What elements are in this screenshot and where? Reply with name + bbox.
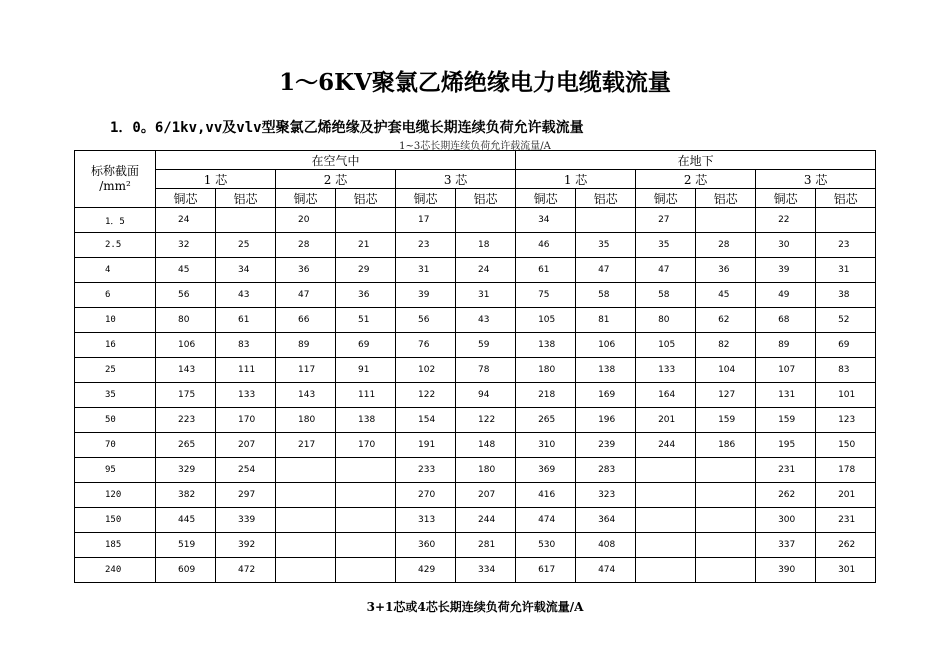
material-header: 铝芯	[216, 189, 276, 208]
ampacity-cell	[816, 208, 876, 233]
table-row	[75, 483, 876, 508]
ampacity-cell	[276, 508, 336, 533]
table-row	[75, 533, 876, 558]
core-header: 3 芯	[756, 170, 876, 189]
ampacity-cell: 143	[156, 358, 216, 383]
table-row	[75, 208, 876, 233]
ampacity-cell: 35	[636, 233, 696, 258]
ampacity-cell: 416	[516, 483, 576, 508]
cross-section-cell: 35	[75, 383, 156, 408]
ampacity-cell	[636, 558, 696, 583]
ampacity-cell: 169	[576, 383, 636, 408]
ampacity-cell: 47	[636, 258, 696, 283]
ampacity-cell: 66	[276, 308, 336, 333]
ampacity-cell: 122	[456, 408, 516, 433]
ampacity-cell: 159	[696, 408, 756, 433]
ampacity-cell: 17	[396, 208, 456, 233]
ampacity-cell: 25	[216, 233, 276, 258]
ampacity-cell: 24	[456, 258, 516, 283]
ampacity-cell: 281	[456, 533, 516, 558]
ampacity-cell: 265	[516, 408, 576, 433]
ampacity-cell: 27	[636, 208, 696, 233]
ampacity-cell: 22	[756, 208, 816, 233]
ampacity-cell: 61	[516, 258, 576, 283]
ampacity-cell: 56	[156, 283, 216, 308]
ampacity-cell: 39	[756, 258, 816, 283]
ampacity-cell: 180	[276, 408, 336, 433]
ampacity-cell: 59	[456, 333, 516, 358]
ampacity-cell: 360	[396, 533, 456, 558]
ampacity-cell	[336, 533, 396, 558]
core-header: 3 芯	[396, 170, 516, 189]
ampacity-cell: 262	[756, 483, 816, 508]
cross-section-cell: 25	[75, 358, 156, 383]
ampacity-cell: 56	[396, 308, 456, 333]
ampacity-cell: 148	[456, 433, 516, 458]
ampacity-cell	[576, 208, 636, 233]
ampacity-cell: 244	[456, 508, 516, 533]
ampacity-cell: 34	[516, 208, 576, 233]
cross-section-unit: /mm²	[99, 179, 131, 193]
ampacity-cell: 107	[756, 358, 816, 383]
cross-section-cell: 10	[75, 308, 156, 333]
ampacity-cell: 36	[696, 258, 756, 283]
ampacity-cell	[276, 558, 336, 583]
ampacity-cell: 62	[696, 308, 756, 333]
table-row	[75, 408, 876, 433]
ampacity-cell: 20	[276, 208, 336, 233]
ampacity-cell: 127	[696, 383, 756, 408]
ampacity-cell: 58	[636, 283, 696, 308]
ampacity-cell: 89	[276, 333, 336, 358]
ampacity-cell: 339	[216, 508, 276, 533]
ampacity-cell: 105	[516, 308, 576, 333]
table-row	[75, 358, 876, 383]
ampacity-cell	[696, 533, 756, 558]
ampacity-cell: 117	[276, 358, 336, 383]
table-row	[75, 508, 876, 533]
cross-section-cell: 70	[75, 433, 156, 458]
ampacity-cell	[696, 508, 756, 533]
ampacity-cell: 23	[816, 233, 876, 258]
table-row	[75, 308, 876, 333]
ampacity-cell: 364	[576, 508, 636, 533]
material-header: 铜芯	[756, 189, 816, 208]
ampacity-cell	[696, 558, 756, 583]
ampacity-cell: 231	[756, 458, 816, 483]
ampacity-cell: 58	[576, 283, 636, 308]
ampacity-cell: 244	[636, 433, 696, 458]
ampacity-cell: 180	[516, 358, 576, 383]
ampacity-cell: 76	[396, 333, 456, 358]
table-row	[75, 333, 876, 358]
ampacity-cell: 31	[396, 258, 456, 283]
material-header: 铜芯	[396, 189, 456, 208]
ampacity-cell: 429	[396, 558, 456, 583]
core-header: 2 芯	[276, 170, 396, 189]
ampacity-cell: 102	[396, 358, 456, 383]
table-row	[75, 558, 876, 583]
ampacity-cell: 82	[696, 333, 756, 358]
ampacity-cell: 133	[636, 358, 696, 383]
ampacity-cell: 138	[336, 408, 396, 433]
ampacity-cell: 122	[396, 383, 456, 408]
ampacity-cell: 323	[576, 483, 636, 508]
ampacity-cell: 207	[216, 433, 276, 458]
ampacity-cell: 94	[456, 383, 516, 408]
ampacity-cell: 201	[816, 483, 876, 508]
ampacity-cell: 31	[816, 258, 876, 283]
ampacity-cell: 29	[336, 258, 396, 283]
ampacity-cell	[696, 458, 756, 483]
ampacity-cell: 80	[636, 308, 696, 333]
ampacity-cell: 329	[156, 458, 216, 483]
table-row	[75, 233, 876, 258]
ampacity-cell: 170	[216, 408, 276, 433]
cross-section-header	[75, 151, 156, 208]
ampacity-cell: 111	[336, 383, 396, 408]
ampacity-cell: 201	[636, 408, 696, 433]
ampacity-cell	[276, 533, 336, 558]
material-header: 铜芯	[636, 189, 696, 208]
ampacity-cell: 31	[456, 283, 516, 308]
ampacity-cell: 474	[516, 508, 576, 533]
ampacity-cell: 265	[156, 433, 216, 458]
ampacity-cell: 283	[576, 458, 636, 483]
ampacity-cell	[216, 208, 276, 233]
ampacity-cell: 39	[396, 283, 456, 308]
ampacity-cell: 530	[516, 533, 576, 558]
ampacity-cell: 80	[156, 308, 216, 333]
ampacity-cell: 61	[216, 308, 276, 333]
ampacity-cell: 382	[156, 483, 216, 508]
ampacity-cell: 83	[216, 333, 276, 358]
ampacity-cell: 150	[816, 433, 876, 458]
ampacity-cell: 23	[396, 233, 456, 258]
ampacity-cell: 46	[516, 233, 576, 258]
ampacity-cell: 191	[396, 433, 456, 458]
cross-section-cell: 6	[75, 283, 156, 308]
ampacity-cell: 154	[396, 408, 456, 433]
ampacity-cell: 69	[816, 333, 876, 358]
ampacity-cell: 472	[216, 558, 276, 583]
table-row	[75, 433, 876, 458]
ampacity-cell: 91	[336, 358, 396, 383]
ampacity-cell: 52	[816, 308, 876, 333]
ampacity-cell	[636, 458, 696, 483]
core-header: 1 芯	[516, 170, 636, 189]
table-row	[75, 283, 876, 308]
ampacity-cell: 310	[516, 433, 576, 458]
ampacity-cell: 164	[636, 383, 696, 408]
cross-section-cell: 95	[75, 458, 156, 483]
ampacity-cell: 49	[756, 283, 816, 308]
cross-section-cell: 185	[75, 533, 156, 558]
material-header: 铝芯	[336, 189, 396, 208]
ampacity-cell: 297	[216, 483, 276, 508]
ampacity-cell: 217	[276, 433, 336, 458]
cross-section-cell: 16	[75, 333, 156, 358]
material-header: 铜芯	[276, 189, 336, 208]
ampacity-cell: 81	[576, 308, 636, 333]
ampacity-cell: 138	[576, 358, 636, 383]
table-caption: 1~3芯长期连续负荷允许载流量/A	[399, 141, 551, 152]
ampacity-cell: 445	[156, 508, 216, 533]
material-header: 铜芯	[516, 189, 576, 208]
material-header: 铜芯	[156, 189, 216, 208]
ampacity-cell: 392	[216, 533, 276, 558]
cross-section-label: 标称截面	[90, 164, 139, 178]
ampacity-cell: 254	[216, 458, 276, 483]
ampacity-cell: 133	[216, 383, 276, 408]
table-row	[75, 383, 876, 408]
ampacity-cell: 106	[576, 333, 636, 358]
table-row	[75, 458, 876, 483]
ampacity-cell: 334	[456, 558, 516, 583]
ampacity-cell: 28	[276, 233, 336, 258]
ampacity-cell: 34	[216, 258, 276, 283]
ampacity-cell	[276, 483, 336, 508]
ampacity-cell: 47	[276, 283, 336, 308]
ampacity-cell: 390	[756, 558, 816, 583]
ampacity-cell: 32	[156, 233, 216, 258]
table-row	[75, 258, 876, 283]
ampacity-cell: 78	[456, 358, 516, 383]
ampacity-cell: 408	[576, 533, 636, 558]
core-header: 2 芯	[636, 170, 756, 189]
ampacity-cell: 159	[756, 408, 816, 433]
ampacity-cell: 104	[696, 358, 756, 383]
ampacity-table	[74, 150, 876, 583]
ampacity-cell	[636, 508, 696, 533]
ampacity-cell: 195	[756, 433, 816, 458]
group-header-air: 在空气中	[156, 151, 516, 170]
page-title: 1～6KV聚氯乙烯绝缘电力电缆载流量	[279, 69, 671, 96]
ampacity-cell: 18	[456, 233, 516, 258]
ampacity-cell: 89	[756, 333, 816, 358]
cross-section-cell: 240	[75, 558, 156, 583]
next-section-title: 3+1芯或4芯长期连续负荷允许载流量/A	[366, 600, 584, 614]
ampacity-cell: 105	[636, 333, 696, 358]
ampacity-cell	[336, 458, 396, 483]
ampacity-cell: 180	[456, 458, 516, 483]
ampacity-cell: 36	[336, 283, 396, 308]
ampacity-cell: 111	[216, 358, 276, 383]
ampacity-cell: 218	[516, 383, 576, 408]
ampacity-cell: 175	[156, 383, 216, 408]
ampacity-cell	[336, 208, 396, 233]
ampacity-cell: 270	[396, 483, 456, 508]
ampacity-cell	[336, 483, 396, 508]
ampacity-cell: 143	[276, 383, 336, 408]
ampacity-cell	[696, 208, 756, 233]
ampacity-cell: 519	[156, 533, 216, 558]
ampacity-cell: 301	[816, 558, 876, 583]
cross-section-cell: 150	[75, 508, 156, 533]
ampacity-cell: 617	[516, 558, 576, 583]
ampacity-cell: 170	[336, 433, 396, 458]
ampacity-cell: 38	[816, 283, 876, 308]
ampacity-cell	[696, 483, 756, 508]
ampacity-cell	[636, 483, 696, 508]
material-header: 铝芯	[576, 189, 636, 208]
group-header-ground: 在地下	[516, 151, 876, 170]
ampacity-cell: 30	[756, 233, 816, 258]
ampacity-cell: 300	[756, 508, 816, 533]
cross-section-cell: 4	[75, 258, 156, 283]
ampacity-cell: 36	[276, 258, 336, 283]
section-subtitle: 1．0。6/1kv,vv及vlv型聚氯乙烯绝缘及护套电缆长期连续负荷允许载流量	[110, 120, 584, 136]
cross-section-cell: 1．5	[75, 208, 156, 233]
ampacity-cell: 68	[756, 308, 816, 333]
cross-section-cell: 50	[75, 408, 156, 433]
ampacity-cell: 369	[516, 458, 576, 483]
ampacity-cell	[636, 533, 696, 558]
ampacity-cell: 239	[576, 433, 636, 458]
ampacity-cell	[276, 458, 336, 483]
ampacity-cell: 223	[156, 408, 216, 433]
ampacity-cell: 51	[336, 308, 396, 333]
ampacity-cell: 101	[816, 383, 876, 408]
ampacity-cell: 45	[156, 258, 216, 283]
ampacity-cell: 262	[816, 533, 876, 558]
ampacity-cell	[336, 508, 396, 533]
ampacity-cell: 231	[816, 508, 876, 533]
ampacity-cell: 24	[156, 208, 216, 233]
material-header: 铝芯	[816, 189, 876, 208]
ampacity-cell: 138	[516, 333, 576, 358]
material-header: 铝芯	[456, 189, 516, 208]
ampacity-cell: 45	[696, 283, 756, 308]
ampacity-cell: 21	[336, 233, 396, 258]
table-body	[75, 208, 876, 583]
ampacity-cell: 178	[816, 458, 876, 483]
ampacity-cell: 43	[216, 283, 276, 308]
ampacity-cell: 131	[756, 383, 816, 408]
ampacity-cell: 196	[576, 408, 636, 433]
ampacity-cell: 186	[696, 433, 756, 458]
ampacity-cell: 233	[396, 458, 456, 483]
core-header: 1 芯	[156, 170, 276, 189]
ampacity-cell: 106	[156, 333, 216, 358]
ampacity-cell	[456, 208, 516, 233]
cross-section-cell: 120	[75, 483, 156, 508]
ampacity-cell: 474	[576, 558, 636, 583]
ampacity-cell: 75	[516, 283, 576, 308]
ampacity-cell	[336, 558, 396, 583]
ampacity-cell: 43	[456, 308, 516, 333]
ampacity-cell: 69	[336, 333, 396, 358]
ampacity-cell: 609	[156, 558, 216, 583]
ampacity-cell: 35	[576, 233, 636, 258]
ampacity-cell: 337	[756, 533, 816, 558]
ampacity-cell: 123	[816, 408, 876, 433]
ampacity-cell: 28	[696, 233, 756, 258]
ampacity-cell: 207	[456, 483, 516, 508]
ampacity-cell: 47	[576, 258, 636, 283]
ampacity-cell: 83	[816, 358, 876, 383]
material-header: 铝芯	[696, 189, 756, 208]
cross-section-cell: 2.5	[75, 233, 156, 258]
ampacity-cell: 313	[396, 508, 456, 533]
